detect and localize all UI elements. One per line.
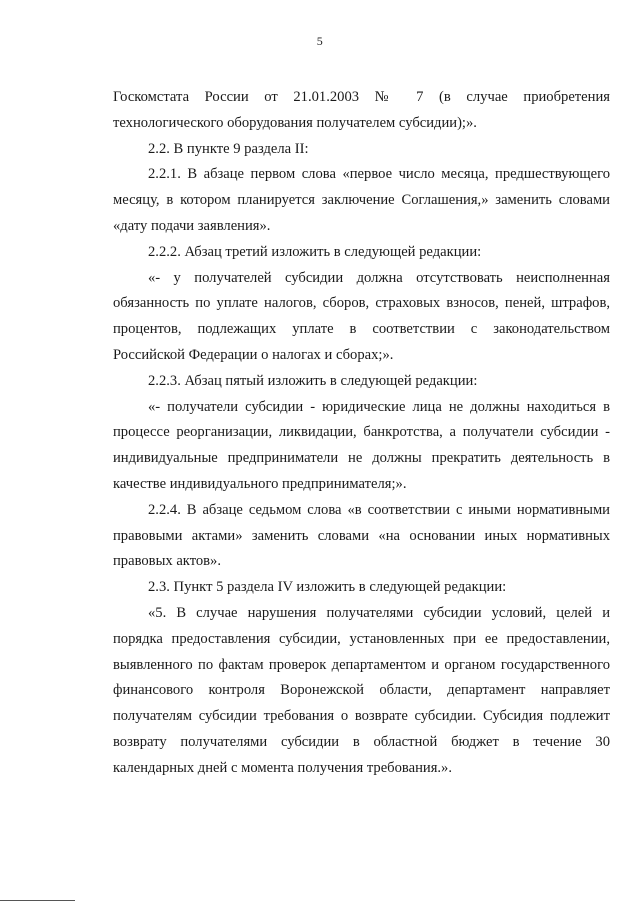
paragraph-2-2-2: 2.2.2. Абзац третий изложить в следующей редакции: bbox=[148, 243, 482, 260]
document-body bbox=[113, 85, 610, 782]
page-number: 5 bbox=[316, 34, 324, 48]
paragraph-2-2-2-quote: «- у получателей субсидии должна отсутствовать неисполненная обязанность по уплате налогов, сборов, страховых взносов, пеней, штрафов, процентов, подлежащих уплате в соответствии с законодательством Российской Федерации о налогах и сборах;». bbox=[113, 269, 610, 363]
paragraph-2-3-quote: «5. В случае нарушения получателями субсидии условий, целей и порядка предоставления субсидии, установленных при ее предоставлении, выявленного по фактам проверок департаментом и органом государственного финансового контроля Воронежской области, департамент направляет получателям субсидии требования о возврате субсидии. Субсидия подлежит возврату получателями субсидии в областной бюджет в течение 30 календарных дней с момента получения требования.». bbox=[113, 604, 610, 776]
paragraph-2-2-3: 2.2.3. Абзац пятый изложить в следующей редакции: bbox=[148, 372, 478, 389]
paragraph-continuation: Госкомстата России от 21.01.2003 № 7 (в случае приобретения технологического оборудования получателем субсидии);». bbox=[113, 89, 610, 131]
paragraph-2-2-4: 2.2.4. В абзаце седьмом слова «в соответствии с иными нормативными правовыми актами» заменить словами «на основании иных нормативных правовых актов». bbox=[113, 501, 610, 570]
scan-edge-line bbox=[0, 900, 75, 901]
paragraph-2-3: 2.3. Пункт 5 раздела IV изложить в следующей редакции: bbox=[148, 579, 507, 596]
paragraph-2-2: 2.2. В пункте 9 раздела II: bbox=[148, 140, 309, 157]
paragraph-2-2-1: 2.2.1. В абзаце первом слова «первое число месяца, предшествующего месяцу, в котором планируется заключение Соглашения,» заменить словами «дату подачи заявления». bbox=[113, 166, 610, 234]
paragraph-2-2-3-quote: «- получатели субсидии - юридические лица не должны находиться в процессе реорганизации, ликвидации, банкротства, а получатели субсидии - индивидуальные предприниматели не должны прекратить деятельность в качестве индивидуального предпринимателя;». bbox=[113, 398, 610, 492]
